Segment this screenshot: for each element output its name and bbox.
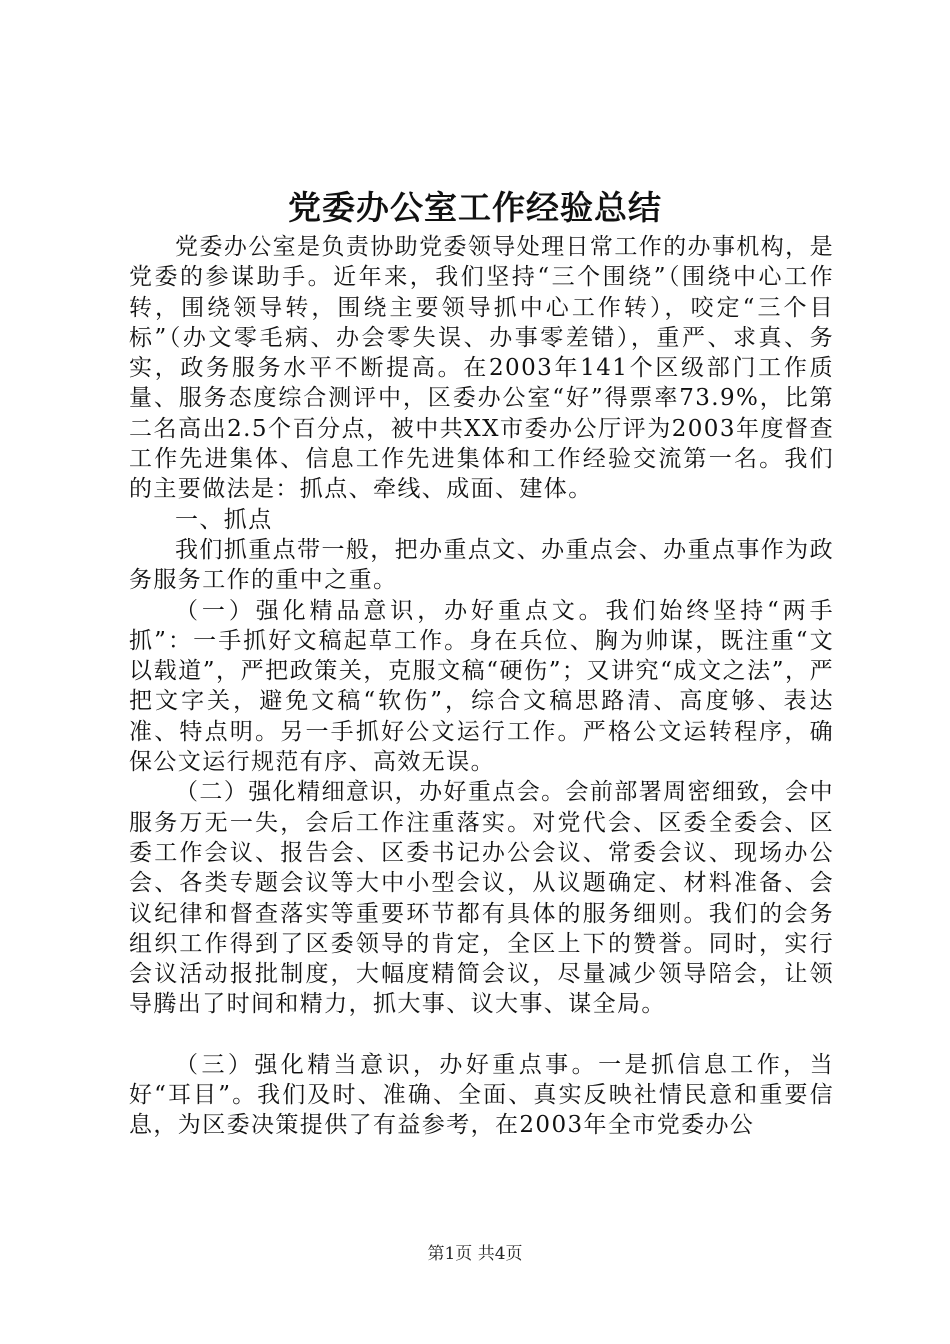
section-heading-1: 一、抓点 [175, 506, 273, 533]
paragraph-item-2: （二）强化精细意识，办好重点会。会前部署周密细致，会中服务万无一失，会后工作注重落实。对党代会、区委全委会、区委工作会议、报告会、区委书记办公会议、常委会议、现场办公会、各类专题会议等大中小型会议，从议题确定、材料准备、会议纪律和督查落实等重要环节都有具体的服务细则。我们的会务组织工作得到了区委领导的肯定，全区上下的赞誉。同时，实行会议活动报批制度，大幅度精简会议，尽量减少领导陪会，让领导腾出了时间和精力，抓大事、议大事、谋全局。 [129, 779, 834, 1018]
document-title: 党委办公室工作经验总结 [288, 188, 662, 227]
paragraph-item-3: （三）强化精当意识，办好重点事。一是抓信息工作，当好“耳目”。我们及时、准确、全面、真实反映社情民意和重要信息，为区委决策提供了有益参考，在2003年全市党委办公 [129, 1051, 834, 1139]
paragraph-section-1-intro: 我们抓重点带一般，把办重点文、办重点会、办重点事作为政务服务工作的重中之重。 [129, 536, 834, 594]
document-body [129, 232, 834, 1141]
paragraph-intro: 党委办公室是负责协助党委领导处理日常工作的办事机构，是党委的参谋助手。近年来，我们坚持“三个围绕”（围绕中心工作转，围绕领导转，围绕主要领导抓中心工作转），咬定“三个目标”（办文零毛病、办会零失误、办事零差错），重严、求真、务实，政务服务水平不断提高。在2003年141个区级部门工作质量、服务态度综合测评中，区委办公室“好”得票率73.9%，比第二名高出2.5个百分点，被中共XX市委办公厅评为2003年度督查工作先进集体、信息工作先进集体和工作经验交流第一名。我们的主要做法是：抓点、牵线、成面、建体。 [129, 234, 834, 503]
paragraph-item-1: （一）强化精品意识，办好重点文。我们始终坚持“两手抓”：一手抓好文稿起草工作。身在兵位、胸为帅谋，既注重“文以载道”，严把政策关，克服文稿“硬伤”；又讲究“成文之法”，严把文字关，避免文稿“软伤”，综合文稿思路清、高度够、表达准、特点明。另一手抓好公文运行工作。严格公文运转程序，确保公文运行规范有序、高效无误。 [129, 597, 834, 776]
page-footer: 第1页 共4页 [427, 1244, 523, 1264]
